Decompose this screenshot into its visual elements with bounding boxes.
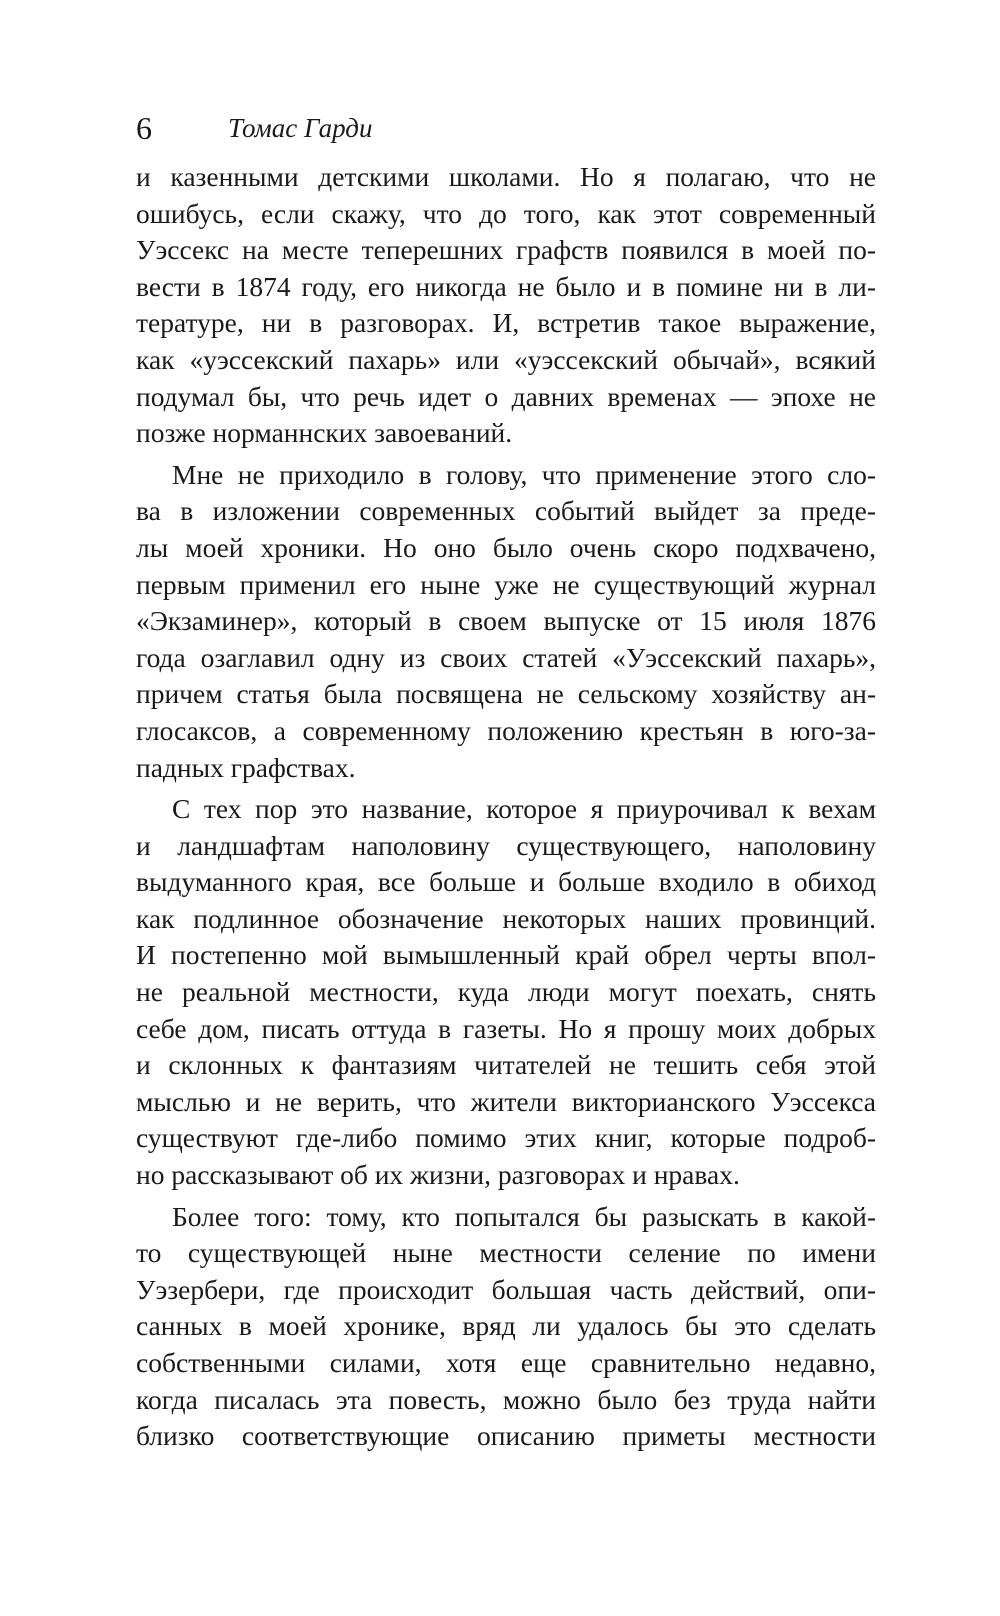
- text-line: С тех пор это название, которое я приурочивал к вехам: [172, 793, 876, 825]
- text-line: вести в 1874 году, его никогда не было и в помине ни в ли-: [136, 270, 876, 302]
- paragraph: [136, 791, 876, 1194]
- text-line: не реальной местности, куда люди могут поехать, снять: [136, 976, 876, 1008]
- text-line: падных графствах.: [136, 751, 356, 783]
- text-line: Более того: тому, кто попытался бы разыскать в какой-: [172, 1200, 876, 1232]
- paragraph: [136, 457, 876, 786]
- text-line: года озаглавил одну из своих статей «Уэссекский пахарь»,: [136, 641, 876, 673]
- text-line: ошибусь, если скажу, что до того, как этот современный: [136, 197, 876, 229]
- text-line: как подлинное обозначение некоторых наших провинций.: [136, 902, 876, 934]
- text-line: ва в изложении современных событий выйдет за преде-: [136, 495, 876, 527]
- paragraph: [136, 1199, 876, 1455]
- text-line: то существующей ныне местности селение по имени: [136, 1237, 876, 1269]
- text-line: себе дом, писать оттуда в газеты. Но я прошу моих добрых: [136, 1012, 876, 1044]
- text-line: мыслью и не верить, что жители викторианского Уэссекса: [136, 1085, 876, 1117]
- text-line: подумал бы, что речь идет о давних временах — эпохе не: [136, 380, 876, 412]
- body-text: [136, 159, 876, 1455]
- text-line: когда писалась эта повесть, можно было без труда найти: [136, 1383, 876, 1415]
- running-title: Томас Гарди: [228, 113, 373, 143]
- text-line: и ландшафтам наполовину существующего, наполовину: [136, 829, 876, 861]
- text-line: первым применил его ныне уже не существующий журнал: [136, 568, 876, 600]
- text-line: лы моей хроники. Но оно было очень скоро подхвачено,: [136, 531, 876, 563]
- text-line: санных в моей хронике, вряд ли удалось бы это сделать: [136, 1310, 876, 1342]
- text-line: и казенными детскими школами. Но я полагаю, что не: [136, 161, 876, 192]
- text-line: Уэзербери, где происходит большая часть действий, опи-: [136, 1273, 876, 1305]
- page-header: [136, 106, 876, 150]
- text-line: выдуманного края, все больше и больше входило в обиход: [136, 866, 876, 898]
- text-line: И постепенно мой вымышленный край обрел черты впол-: [136, 939, 876, 971]
- text-line: тературе, ни в разговорах. И, встретив такое выражение,: [136, 307, 876, 339]
- text-line: и склонных к фантазиям читателей не тешить себя этой: [136, 1049, 876, 1081]
- text-line: близко соответствующие описанию приметы местности: [136, 1420, 876, 1452]
- text-line: причем статья была посвящена не сельскому хозяйству ан-: [136, 678, 876, 710]
- text-line: Уэссекс на месте теперешних графств появился в моей по-: [136, 234, 876, 266]
- text-line: существуют где-либо помимо этих книг, которые подроб-: [136, 1122, 876, 1154]
- text-line: как «уэссекский пахарь» или «уэссекский обычай», всякий: [136, 343, 876, 375]
- text-line: «Экзаминер», который в своем выпуске от 15 июля 1876: [136, 605, 876, 637]
- text-line: позже норманнских завоеваний.: [136, 417, 513, 449]
- text-line: глосаксов, а современному положению крестьян в юго-за-: [136, 714, 876, 746]
- text-line: собственными силами, хотя еще сравнительно недавно,: [136, 1347, 876, 1378]
- paragraph: [136, 159, 876, 452]
- text-line: но рассказывают об их жизни, разговорах и нравах.: [136, 1159, 740, 1191]
- text-line: Мне не приходило в голову, что применение этого сло-: [172, 458, 876, 490]
- page-number: 6: [136, 110, 152, 146]
